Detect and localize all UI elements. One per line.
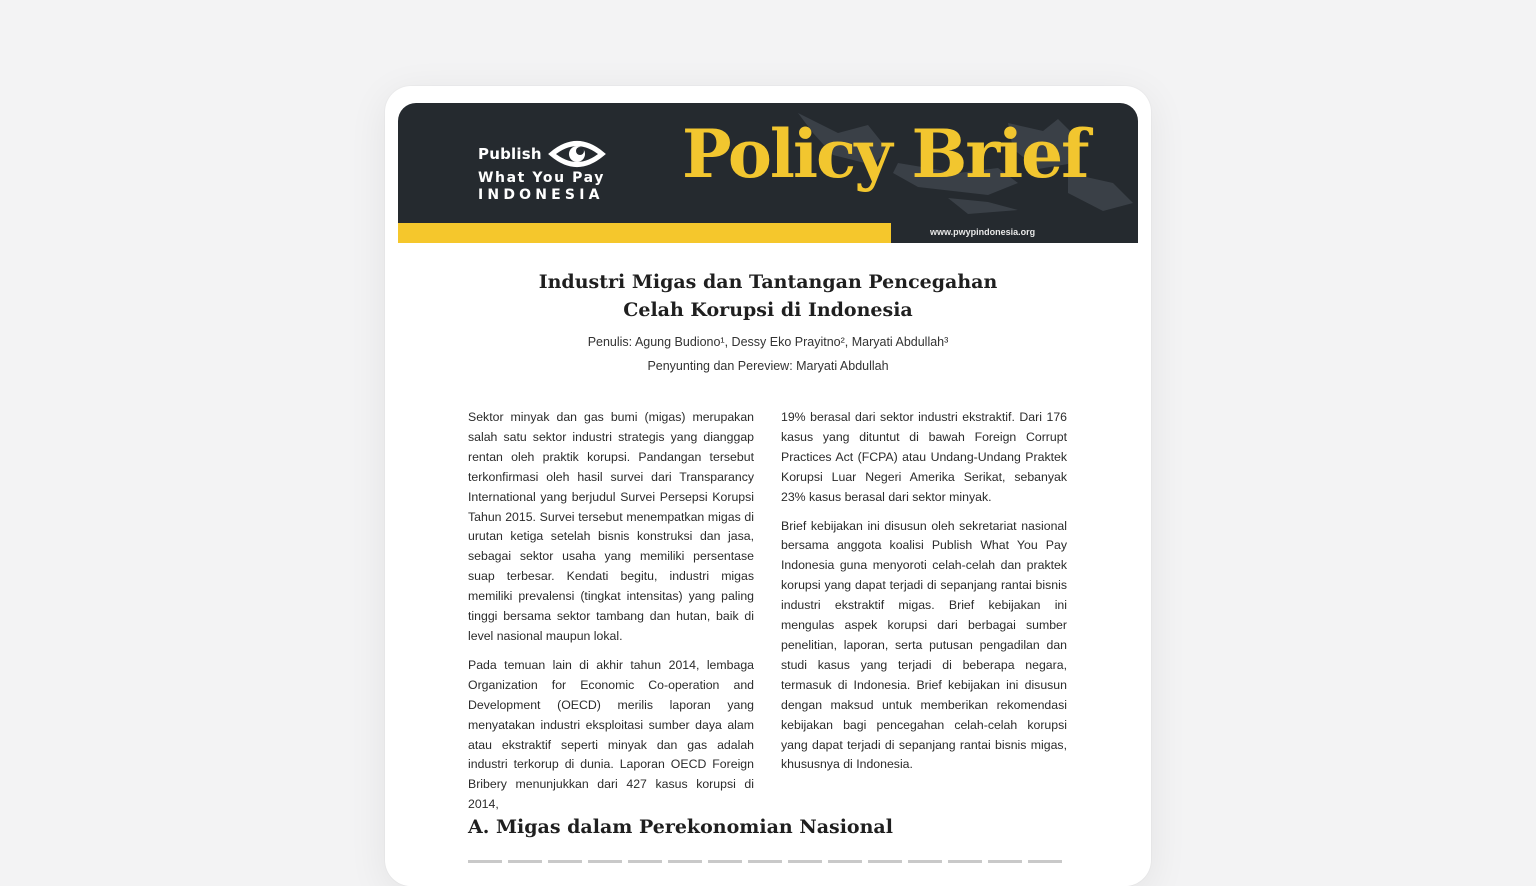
paragraph: Brief kebijakan ini disusun oleh sekretariat nasional bersama anggota koalisi Publish What You Pay Indonesia guna menyoroti celah-celah dan praktek korupsi yang dapat terjadi di sepanjang rantai bisnis industri ekstraktif migas. Brief kebijakan ini mengulas aspek korupsi dari berbagai sumber penelitian, laporan, serta putusan pengadilan dan studi kasus yang terjadi di beberapa negara, termasuk di Indonesia. Brief kebijakan ini disusun dengan maksud untuk memberikan rekomendasi kebijakan bagi pencegahan celah-celah korupsi yang dapat terjadi di sepanjang rantai bisnis migas, khususnya di Indonesia. [781, 518, 1067, 772]
eye-icon [548, 139, 606, 169]
website-url: www.pwypindonesia.org [930, 227, 1036, 237]
document-title-line1: Industri Migas dan Tantangan Pencegahan [538, 271, 998, 293]
policy-brief-page [398, 103, 1138, 886]
logo-line-whatyoupay: What You Pay [478, 170, 605, 186]
logo-line-indonesia: INDONESIA [478, 187, 604, 203]
authors-line: Penulis: Agung Budiono¹, Dessy Eko Prayitno², Maryati Abdullah³ [587, 335, 949, 349]
document-title [398, 268, 1138, 324]
left-column [468, 408, 754, 824]
document-title-line2: Celah Korupsi di Indonesia [623, 299, 913, 321]
next-text-line [468, 860, 1068, 863]
right-column [781, 408, 1067, 784]
document-card [385, 86, 1151, 886]
editor-line: Penyunting dan Pereview: Maryati Abdullah [647, 359, 889, 373]
paragraph: Sektor minyak dan gas bumi (migas) merupakan salah satu sektor industri strategis yang dianggap rentan oleh praktik korupsi. Pandangan tersebut terkonfirmasi oleh hasil survei dari Transparancy International yang berjudul Survei Persepsi Korupsi Tahun 2015. Survei tersebut menempatkan migas di urutan ketiga setelah bisnis konstruksi dan jasa, sebagai sektor usaha yang memiliki persentase suap terbesar. Kendati begitu, industri migas memiliki prevalensi (tingkat intensitas) yang paling tinggi bersama sektor tambang dan hutan, baik di level nasional maupun lokal. [468, 410, 754, 643]
policy-brief-title: Policy Brief [682, 115, 1088, 193]
yellow-accent-bar [398, 223, 891, 243]
logo-line-publish: Publish [478, 145, 542, 163]
section-heading: A. Migas dalam Perekonomian Nasional [468, 816, 893, 838]
header-banner [398, 103, 1138, 223]
paragraph: Pada temuan lain di akhir tahun 2014, lembaga Organization for Economic Co-operation and Development (OECD) merilis laporan yang menyatakan industri eksploitasi sumber daya alam atau ekstraktif seperti minyak dan gas adalah industri terkorup di dunia. Laporan OECD Foreign Bribery menunjukkan dari 427 kasus korupsi di 2014, [468, 657, 754, 812]
header-stripe [398, 223, 1138, 243]
paragraph: 19% berasal dari sektor industri ekstraktif. Dari 176 kasus yang dituntut di bawah Foreign Corrupt Practices Act (FCPA) atau Undang-Undang Praktek Korupsi Luar Negeri Amerika Serikat, sebanyak 23% kasus berasal dari sektor minyak. [781, 410, 1067, 504]
pwyp-logo [478, 139, 606, 203]
